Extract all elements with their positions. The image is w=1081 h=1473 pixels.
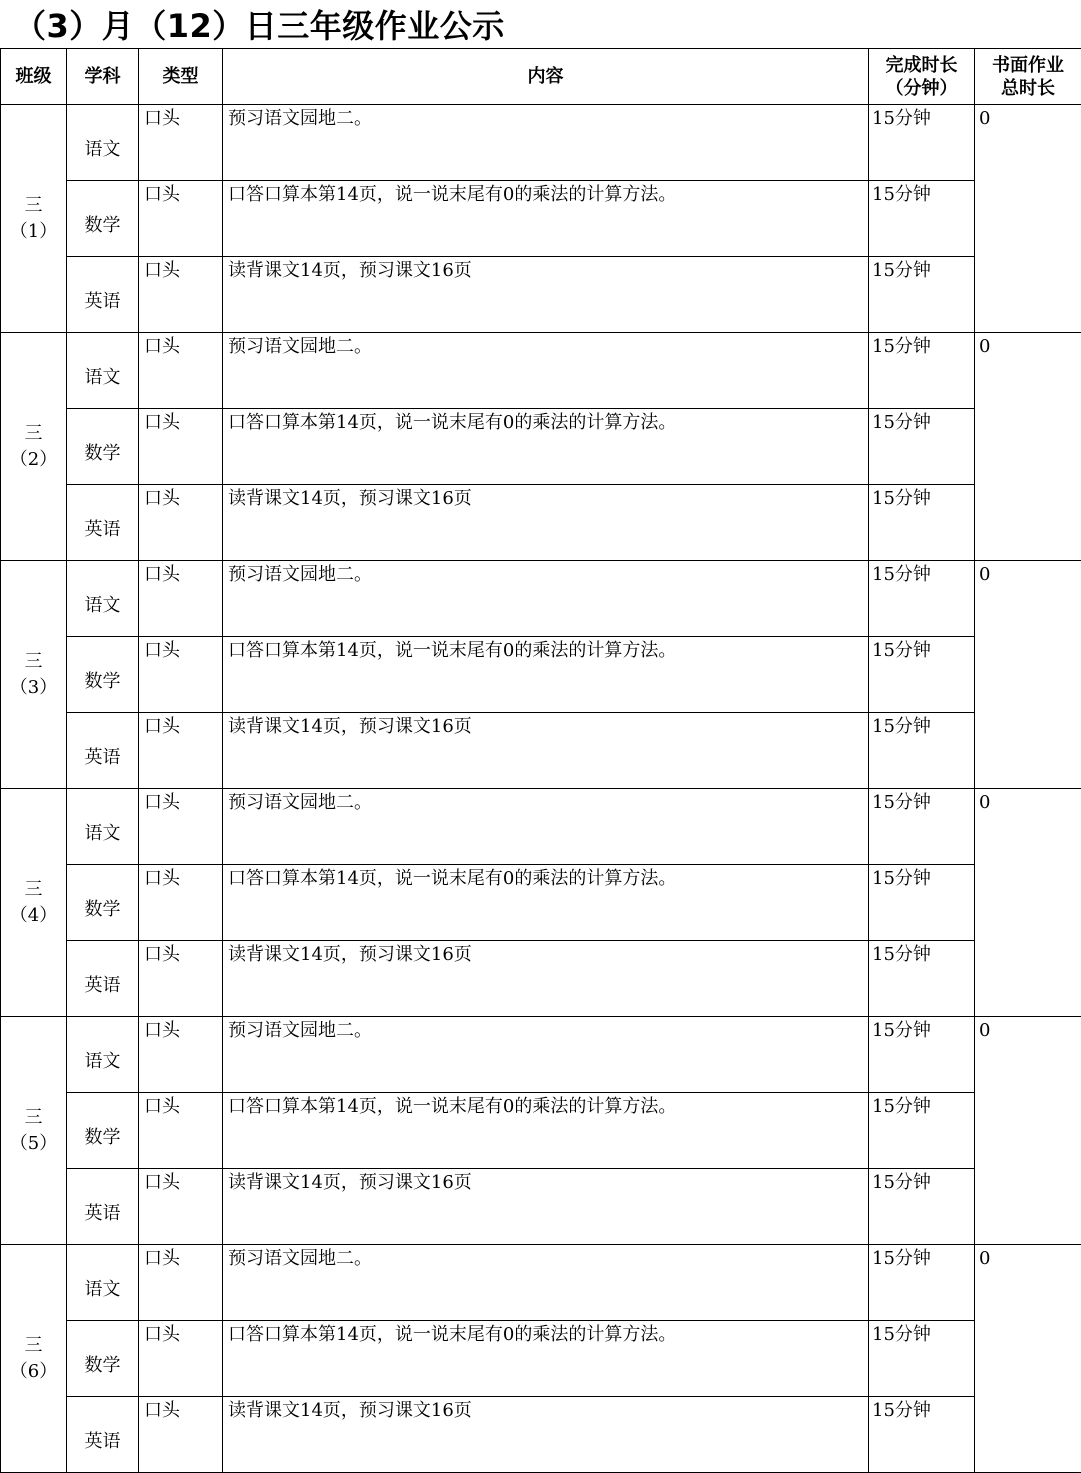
duration-cell: 15分钟 [869, 637, 975, 713]
subject-cell: 语文 [67, 561, 139, 637]
class-number: （1） [9, 220, 58, 242]
duration-cell: 15分钟 [869, 1245, 975, 1321]
homework-table [0, 48, 1081, 1473]
written-total-cell: 0 [975, 1245, 1081, 1473]
duration-cell: 15分钟 [869, 1397, 975, 1473]
content-cell: 口答口算本第14页，说一说末尾有0的乘法的计算方法。 [223, 637, 869, 713]
content-cell: 预习语文园地二。 [223, 105, 869, 181]
header-class: 班级 [1, 49, 67, 105]
subject-cell: 语文 [67, 1017, 139, 1093]
subject-cell: 数学 [67, 637, 139, 713]
header-type: 类型 [139, 49, 223, 105]
type-cell: 口头 [139, 105, 223, 181]
type-cell: 口头 [139, 257, 223, 333]
content-cell: 读背课文14页，预习课文16页 [223, 1397, 869, 1473]
duration-cell: 15分钟 [869, 1321, 975, 1397]
class-grade: 三 [24, 1106, 43, 1128]
table-row [1, 257, 1081, 333]
table-row [1, 1093, 1081, 1169]
table-row [1, 789, 1081, 865]
type-cell: 口头 [139, 713, 223, 789]
subject-cell: 英语 [67, 1169, 139, 1245]
duration-cell: 15分钟 [869, 865, 975, 941]
content-cell: 读背课文14页，预习课文16页 [223, 257, 869, 333]
subject-cell: 英语 [67, 713, 139, 789]
content-cell: 预习语文园地二。 [223, 1017, 869, 1093]
table-header [1, 49, 1081, 105]
written-total-cell: 0 [975, 561, 1081, 789]
type-cell: 口头 [139, 789, 223, 865]
class-grade: 三 [24, 1334, 43, 1356]
type-cell: 口头 [139, 409, 223, 485]
table-row [1, 637, 1081, 713]
class-cell [1, 1017, 67, 1245]
class-cell [1, 1245, 67, 1473]
header-written-line2: 总时长 [1001, 77, 1055, 99]
class-number: （2） [9, 448, 58, 470]
written-total-cell: 0 [975, 105, 1081, 333]
type-cell: 口头 [139, 1093, 223, 1169]
content-cell: 读背课文14页，预习课文16页 [223, 1169, 869, 1245]
content-cell: 预习语文园地二。 [223, 789, 869, 865]
content-cell: 读背课文14页，预习课文16页 [223, 485, 869, 561]
duration-cell: 15分钟 [869, 713, 975, 789]
type-cell: 口头 [139, 181, 223, 257]
duration-cell: 15分钟 [869, 333, 975, 409]
content-cell: 口答口算本第14页，说一说末尾有0的乘法的计算方法。 [223, 1321, 869, 1397]
page-title: （3）月（12）日三年级作业公示 [14, 7, 505, 45]
subject-cell: 英语 [67, 941, 139, 1017]
type-cell: 口头 [139, 865, 223, 941]
table-row [1, 1017, 1081, 1093]
content-cell: 口答口算本第14页，说一说末尾有0的乘法的计算方法。 [223, 1093, 869, 1169]
class-cell [1, 561, 67, 789]
table-row [1, 941, 1081, 1017]
class-number: （5） [9, 1132, 58, 1154]
type-cell: 口头 [139, 637, 223, 713]
content-cell: 读背课文14页，预习课文16页 [223, 941, 869, 1017]
duration-cell: 15分钟 [869, 485, 975, 561]
type-cell: 口头 [139, 1321, 223, 1397]
duration-cell: 15分钟 [869, 561, 975, 637]
duration-cell: 15分钟 [869, 1169, 975, 1245]
duration-cell: 15分钟 [869, 1093, 975, 1169]
table-body [1, 105, 1081, 1473]
subject-cell: 语文 [67, 789, 139, 865]
written-total-cell: 0 [975, 1017, 1081, 1245]
class-cell [1, 789, 67, 1017]
class-grade: 三 [24, 878, 43, 900]
duration-cell: 15分钟 [869, 257, 975, 333]
subject-cell: 语文 [67, 105, 139, 181]
type-cell: 口头 [139, 485, 223, 561]
header-row [1, 49, 1081, 105]
written-total-cell: 0 [975, 789, 1081, 1017]
content-cell: 口答口算本第14页，说一说末尾有0的乘法的计算方法。 [223, 865, 869, 941]
table-row [1, 561, 1081, 637]
class-number: （3） [9, 676, 58, 698]
subject-cell: 数学 [67, 181, 139, 257]
content-cell: 口答口算本第14页，说一说末尾有0的乘法的计算方法。 [223, 181, 869, 257]
header-written-line1: 书面作业 [992, 54, 1064, 76]
class-grade: 三 [24, 194, 43, 216]
duration-cell: 15分钟 [869, 409, 975, 485]
subject-cell: 英语 [67, 485, 139, 561]
written-total-cell: 0 [975, 333, 1081, 561]
header-written-total [975, 49, 1081, 105]
header-duration-line1: 完成时长 [885, 54, 958, 76]
class-number: （6） [9, 1360, 58, 1382]
table-row [1, 865, 1081, 941]
type-cell: 口头 [139, 1245, 223, 1321]
table-row [1, 485, 1081, 561]
content-cell: 口答口算本第14页，说一说末尾有0的乘法的计算方法。 [223, 409, 869, 485]
content-cell: 读背课文14页，预习课文16页 [223, 713, 869, 789]
type-cell: 口头 [139, 1397, 223, 1473]
duration-cell: 15分钟 [869, 941, 975, 1017]
class-grade: 三 [24, 422, 43, 444]
table-row [1, 409, 1081, 485]
duration-cell: 15分钟 [869, 789, 975, 865]
type-cell: 口头 [139, 1017, 223, 1093]
table-row [1, 181, 1081, 257]
table-row [1, 1169, 1081, 1245]
content-cell: 预习语文园地二。 [223, 1245, 869, 1321]
table-row [1, 1245, 1081, 1321]
subject-cell: 数学 [67, 1093, 139, 1169]
subject-cell: 数学 [67, 865, 139, 941]
duration-cell: 15分钟 [869, 181, 975, 257]
subject-cell: 英语 [67, 257, 139, 333]
duration-cell: 15分钟 [869, 105, 975, 181]
class-cell [1, 333, 67, 561]
type-cell: 口头 [139, 1169, 223, 1245]
subject-cell: 语文 [67, 333, 139, 409]
table-row [1, 333, 1081, 409]
subject-cell: 数学 [67, 409, 139, 485]
content-cell: 预习语文园地二。 [223, 333, 869, 409]
class-grade: 三 [24, 650, 43, 672]
header-duration [869, 49, 975, 105]
table-row [1, 713, 1081, 789]
type-cell: 口头 [139, 333, 223, 409]
type-cell: 口头 [139, 561, 223, 637]
type-cell: 口头 [139, 941, 223, 1017]
class-cell [1, 105, 67, 333]
table-row [1, 1397, 1081, 1473]
subject-cell: 数学 [67, 1321, 139, 1397]
subject-cell: 语文 [67, 1245, 139, 1321]
class-number: （4） [9, 904, 58, 926]
duration-cell: 15分钟 [869, 1017, 975, 1093]
table-row [1, 1321, 1081, 1397]
subject-cell: 英语 [67, 1397, 139, 1473]
header-subject: 学科 [67, 49, 139, 105]
header-duration-line2: （分钟） [885, 77, 958, 99]
content-cell: 预习语文园地二。 [223, 561, 869, 637]
table-row [1, 105, 1081, 181]
header-content: 内容 [223, 49, 869, 105]
